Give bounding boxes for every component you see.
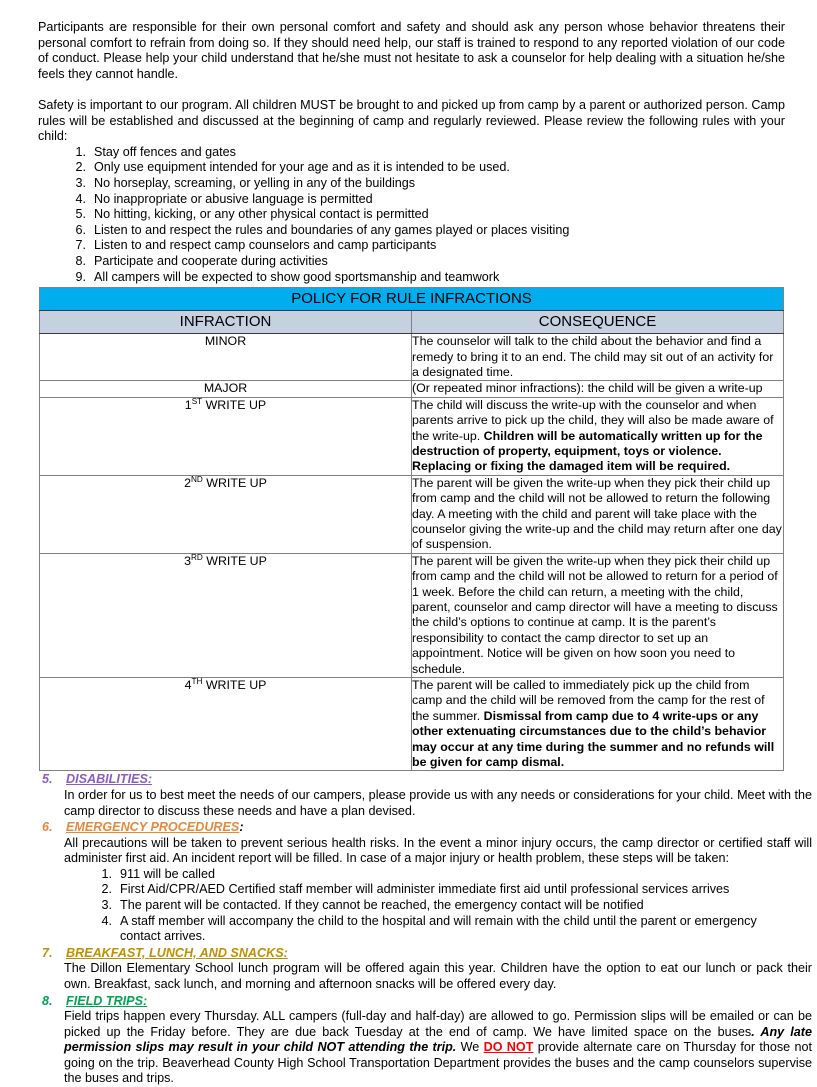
- table-header-consequence: CONSEQUENCE: [412, 311, 784, 334]
- list-item-label: First Aid/CPR/AED Certified staff member will administer immediate first aid until professional services arrives: [120, 882, 730, 897]
- section-emergency-procedures: [38, 819, 812, 945]
- consequence-text: The parent will be given the write-up when they pick their child up from camp and the child will not be allowed to return for a period of 1 week. Before the child can return, a meeting with the child, parent, counselor and camp director will have a meeting to discuss the child’s options to continue at camp. It is the parent’s responsibility to contact the camp director to set up an appointment. Notice will be given on how soon you need to schedule.: [412, 553, 778, 676]
- list-item: [38, 270, 785, 286]
- table-title-cell: POLICY FOR RULE INFRACTIONS: [40, 288, 784, 311]
- infraction-ordinal-suffix: ST: [191, 396, 203, 406]
- table-row: [40, 475, 784, 553]
- consequence-cell: [412, 334, 784, 381]
- list-item-number: 6.: [75, 222, 86, 237]
- list-item: [64, 914, 786, 945]
- document-content: [38, 20, 813, 1087]
- list-item-label: Participate and cooperate during activities: [94, 253, 328, 268]
- infraction-label: WRITE UP: [202, 475, 267, 490]
- section-heading: [38, 993, 785, 1010]
- section-body: In order for us to best meet the needs of our campers, please provide us with any needs or considerations for your child. Meet with the camp director to discuss these needs and have a plan devised.: [64, 787, 812, 818]
- consequence-text: (Or repeated minor infractions): the child will be given a write-up: [412, 381, 763, 396]
- list-item: [38, 176, 785, 192]
- list-item-number: 3.: [101, 898, 112, 913]
- list-item: [64, 882, 786, 898]
- list-item-number: 1.: [101, 866, 112, 881]
- field-trips-warning: DO NOT: [483, 1040, 534, 1055]
- consequence-cell: [412, 678, 784, 771]
- table-header-row: [40, 311, 784, 334]
- field-trips-text-part-3: provide alternate care on Thursday for those not going on the trip. Beaverhead County High School Transportation Department provides the buses and the camp counselors supervise the buses and trips.: [64, 1040, 813, 1086]
- section-body: All precautions will be taken to prevent serious health risks. In the event a minor injury occurs, the camp director or certified staff will administer first aid. An incident report will be filled. In case of a major injury or health problem, these steps will be taken:: [64, 835, 812, 866]
- infraction-cell: [40, 397, 412, 475]
- consequence-cell: [412, 381, 784, 397]
- list-item-label: The parent will be contacted. If they cannot be reached, the emergency contact will be notified: [120, 898, 644, 913]
- list-item: [38, 254, 785, 270]
- table-row: [40, 678, 784, 771]
- section-heading: [38, 819, 785, 836]
- list-item-label: No horseplay, screaming, or yelling in any of the buildings: [94, 175, 416, 190]
- section-title: BREAKFAST, LUNCH, AND SNACKS:: [66, 945, 288, 960]
- infraction-label: WRITE UP: [202, 397, 267, 412]
- consequence-text: The counselor will talk to the child about the behavior and find a remedy to bring it to an end. The child may sit out of an activity for a designated time.: [412, 334, 774, 379]
- section-body: The Dillon Elementary School lunch program will be offered again this year. Children have the option to eat our lunch or pack their own. Breakfast, sack lunch, and morning and afternoon snacks will be offered every day.: [64, 961, 812, 991]
- section-heading: [38, 945, 785, 962]
- section-number: 6.: [42, 820, 53, 835]
- consequence-cell: [412, 553, 784, 677]
- intro-paragraph-1: Participants are responsible for their own personal comfort and safety and should ask any person whose behavior threatens their personal comfort to refrain from doing so. If they should need help, our staff is trained to respond to any reported violation of our code of conduct. Please help your child understand that he/she must not hesitate to ask a counselor for help dealing with a situation he/she feels they cannot handle.: [38, 20, 785, 81]
- paragraph-spacer: [38, 82, 785, 98]
- infraction-ordinal: 3: [184, 553, 192, 568]
- infraction-label: WRITE UP: [202, 678, 267, 693]
- section-title: EMERGENCY PROCEDURES: [66, 820, 240, 835]
- list-item-label: No inappropriate or abusive language is permitted: [94, 191, 373, 206]
- table-row: [40, 397, 784, 475]
- infraction-ordinal: 4: [184, 678, 192, 693]
- section-disabilities: [38, 771, 812, 819]
- infraction-ordinal: 2: [184, 475, 192, 490]
- list-item-number: 4.: [101, 913, 112, 928]
- section-number: 7.: [42, 945, 53, 960]
- section-body: [64, 1009, 812, 1087]
- list-item-number: 2.: [75, 160, 86, 175]
- table-title-row: [40, 288, 784, 311]
- infraction-cell: [40, 381, 412, 397]
- consequence-cell: [412, 397, 784, 475]
- consequence-text: The parent will be given the write-up when they pick their child up from camp and the child will not be allowed to return the following day. A meeting with the child and parent will take place with the counselor giving the write-up and the child may return after one day of suspension.: [412, 475, 782, 552]
- list-item-number: 9.: [75, 269, 86, 284]
- emergency-steps-list: [64, 867, 785, 945]
- consequence-emphasis: Children will be automatically written up for the destruction of property, equipment, toys or violence. Replacing or fixing the damaged item will be required.: [412, 428, 763, 474]
- consequence-text: The parent will be called to immediately pick up the child from camp and the child will be removed from the camp for the rest of the summer.: [412, 678, 765, 723]
- infraction-cell: [40, 334, 412, 381]
- table-row: [40, 334, 784, 381]
- infraction-ordinal-suffix: RD: [191, 552, 203, 562]
- consequence-emphasis: Dismissal from camp due to 4 write-ups or any other extenuating circumstances due to the child’s behavior may occur at any time during the summer and no refunds will be given for camp dismal.: [412, 708, 775, 770]
- list-item-label: Only use equipment intended for your age and as it is intended to be used.: [94, 160, 510, 175]
- list-item-number: 5.: [75, 207, 86, 222]
- section-title: FIELD TRIPS:: [66, 993, 148, 1008]
- list-item: [38, 207, 785, 223]
- list-item-number: 7.: [75, 238, 86, 253]
- infraction-ordinal-suffix: TH: [191, 676, 203, 686]
- list-item-label: Listen to and respect the rules and boundaries of any games played or places visiting: [94, 222, 570, 237]
- list-item: [38, 145, 785, 161]
- intro-paragraph-2: Safety is important to our program. All children MUST be brought to and picked up from camp by a parent or authorized person. Camp rules will be established and discussed at the beginning of camp and regularly reviewed. Please review the following rules with your child:: [38, 97, 785, 144]
- field-trips-emphasis: . Any late permission slips may result in your child NOT attending the trip.: [64, 1024, 812, 1055]
- section-field-trips: [38, 993, 813, 1087]
- section-breakfast-lunch-snacks: [38, 945, 812, 993]
- infraction-ordinal: 1: [184, 397, 192, 412]
- section-heading: [38, 771, 785, 788]
- field-trips-text-part-1: Field trips happen every Thursday. ALL campers (full-day and half-day) are allowed to go. Permission slips will be emailed or can be picked up the Friday before. They are due back Tuesday at the end of camp. We have limited space on the buses: [64, 1009, 812, 1039]
- infraction-label: WRITE UP: [202, 553, 267, 568]
- infraction-cell: [40, 678, 412, 771]
- consequence-text: The child will discuss the write-up with the counselor and when parents arrive to pick up the child, they will also be made aware of the write-up.: [412, 397, 774, 443]
- table-row: [40, 381, 784, 397]
- list-item-label: A staff member will accompany the child to the hospital and will remain with the child until the parent or emergency contact arrives.: [120, 913, 757, 944]
- list-item: [38, 238, 785, 254]
- table-header-infraction: INFRACTION: [40, 311, 412, 334]
- list-item-number: 3.: [75, 175, 86, 190]
- section-number: 8.: [42, 993, 53, 1008]
- list-item-label: Listen to and respect camp counselors and camp participants: [94, 238, 437, 253]
- list-item: [64, 898, 786, 914]
- consequence-cell: [412, 475, 784, 553]
- list-item: [38, 160, 785, 176]
- list-item-label: No hitting, kicking, or any other physical contact is permitted: [94, 207, 429, 222]
- list-item: [38, 223, 785, 239]
- policy-for-rule-infractions-table: [39, 287, 784, 771]
- list-item: [64, 867, 786, 883]
- list-item-number: 1.: [75, 144, 86, 159]
- field-trips-text-part-2: We: [456, 1040, 484, 1055]
- section-number: 5.: [42, 772, 53, 787]
- table-row: [40, 553, 784, 677]
- infraction-cell: [40, 475, 412, 553]
- list-item: [38, 192, 785, 208]
- list-item-number: 2.: [101, 882, 112, 897]
- infraction-ordinal-suffix: ND: [191, 474, 203, 484]
- section-title: DISABILITIES:: [66, 772, 153, 787]
- infraction-label: MINOR: [204, 334, 247, 349]
- list-item-label: All campers will be expected to show good sportsmanship and teamwork: [94, 269, 500, 284]
- list-item-number: 8.: [75, 253, 86, 268]
- list-item-label: 911 will be called: [120, 866, 215, 881]
- list-item-number: 4.: [75, 191, 86, 206]
- infraction-label: MAJOR: [203, 381, 248, 396]
- list-item-label: Stay off fences and gates: [94, 144, 236, 159]
- infraction-cell: [40, 553, 412, 677]
- section-title-colon: :: [239, 820, 244, 835]
- camp-rules-list: [38, 145, 785, 285]
